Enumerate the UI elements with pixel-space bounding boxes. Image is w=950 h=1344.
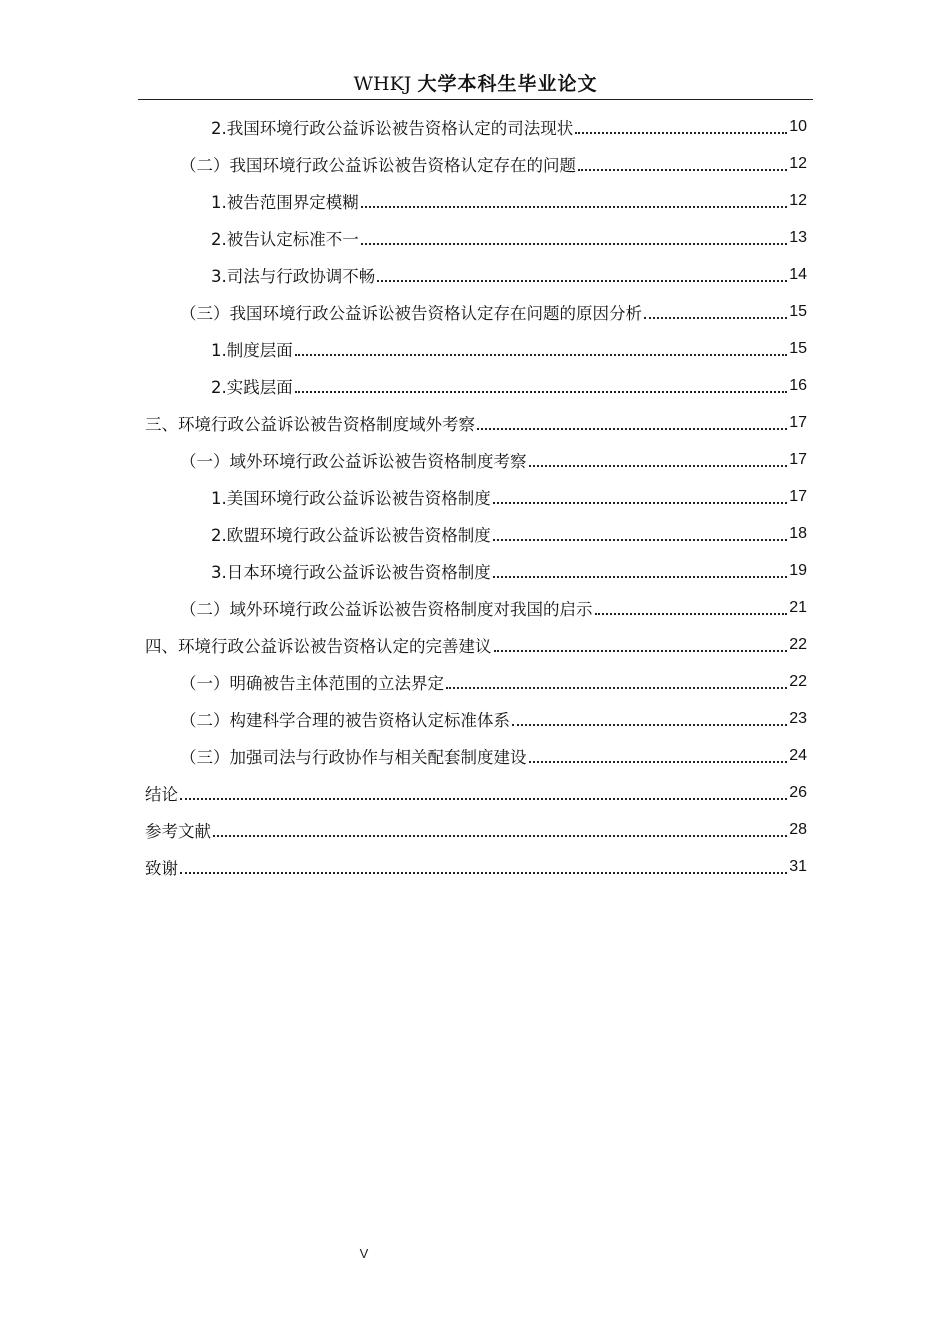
toc-entry-label: 2.实践层面	[211, 377, 293, 397]
toc-dot-leader	[377, 280, 787, 282]
page-number: V	[359, 1246, 369, 1261]
toc-entry[interactable]	[180, 737, 807, 774]
toc-entry-page: 17	[789, 450, 807, 468]
toc-entry-page: 17	[789, 487, 807, 505]
toc-entry[interactable]	[211, 552, 807, 589]
toc-entry-page: 18	[789, 524, 807, 542]
toc-dot-leader	[493, 502, 787, 504]
toc-entry-label: 三、环境行政公益诉讼被告资格制度域外考察	[145, 414, 475, 434]
toc-entry-label: （三）我国环境行政公益诉讼被告资格认定存在问题的原因分析	[180, 303, 642, 323]
toc-entry-label: 1.制度层面	[211, 340, 293, 360]
toc-entry-label: 四、环境行政公益诉讼被告资格认定的完善建议	[145, 636, 492, 656]
toc-entry[interactable]	[211, 219, 807, 256]
toc-entry-page: 15	[789, 302, 807, 320]
toc-entry-label: 2.被告认定标准不一	[211, 229, 359, 249]
toc-dot-leader	[295, 391, 787, 393]
toc-entry-label: 参考文献	[145, 821, 211, 841]
toc-dot-leader	[493, 576, 787, 578]
toc-dot-leader	[295, 354, 787, 356]
toc-entry-page: 24	[789, 746, 807, 764]
toc-dot-leader	[595, 613, 788, 615]
toc-entry-page: 10	[789, 117, 807, 135]
toc-entry-page: 17	[789, 413, 807, 431]
toc-entry-label: 2.我国环境行政公益诉讼被告资格认定的司法现状	[211, 118, 574, 138]
toc-entry[interactable]	[145, 404, 807, 441]
toc-entry-label: （二）构建科学合理的被告资格认定标准体系	[180, 710, 510, 730]
toc-dot-leader	[512, 724, 787, 726]
toc-entry-page: 26	[789, 783, 807, 801]
toc-dot-leader	[529, 761, 788, 763]
toc-entry-page: 16	[789, 376, 807, 394]
toc-entry-label: 致谢	[145, 858, 178, 878]
toc-dot-leader	[213, 835, 787, 837]
toc-entry[interactable]	[180, 293, 807, 330]
toc-entry[interactable]	[211, 367, 807, 404]
toc-entry[interactable]	[145, 811, 807, 848]
toc-entry-label: 2.欧盟环境行政公益诉讼被告资格制度	[211, 525, 491, 545]
toc-dot-leader	[493, 539, 787, 541]
toc-dot-leader	[644, 317, 787, 319]
toc-entry-label: （二）域外环境行政公益诉讼被告资格制度对我国的启示	[180, 599, 593, 619]
toc-dot-leader	[180, 872, 787, 874]
toc-entry-label: 结论	[145, 784, 178, 804]
toc-entry[interactable]	[211, 330, 807, 367]
toc-entry[interactable]	[211, 108, 807, 145]
page-header	[138, 72, 813, 100]
toc-entry-page: 21	[789, 598, 807, 616]
toc-entry[interactable]	[180, 589, 807, 626]
toc-dot-leader	[578, 169, 787, 171]
toc-entry-label: （三）加强司法与行政协作与相关配套制度建设	[180, 747, 527, 767]
toc-entry-page: 15	[789, 339, 807, 357]
header-brand: WHKJ	[353, 73, 412, 95]
toc-entry-label: 3.司法与行政协调不畅	[211, 266, 376, 286]
toc-entry-label: 1.被告范围界定模糊	[211, 192, 359, 212]
toc-entry[interactable]	[180, 663, 807, 700]
toc-entry[interactable]	[180, 700, 807, 737]
toc-entry-page: 28	[789, 820, 807, 838]
toc-dot-leader	[575, 132, 787, 134]
toc-entry-label: （一）明确被告主体范围的立法界定	[180, 673, 444, 693]
toc-dot-leader	[361, 206, 787, 208]
toc-entry-page: 13	[789, 228, 807, 246]
toc-entry-page: 19	[789, 561, 807, 579]
toc-entry[interactable]	[145, 774, 807, 811]
toc-dot-leader	[361, 243, 787, 245]
toc-entry[interactable]	[211, 478, 807, 515]
toc-entry-page: 22	[789, 672, 807, 690]
toc-entry[interactable]	[211, 256, 807, 293]
toc-dot-leader	[446, 687, 787, 689]
toc-entry[interactable]	[145, 626, 807, 663]
toc-entry[interactable]	[145, 848, 807, 885]
toc-entry-page: 12	[789, 154, 807, 172]
toc-entry[interactable]	[211, 515, 807, 552]
toc-dot-leader	[494, 650, 788, 652]
toc-entry-page: 22	[789, 635, 807, 653]
toc-entry[interactable]	[180, 145, 807, 182]
toc-entry-page: 12	[789, 191, 807, 209]
toc-entry[interactable]	[211, 182, 807, 219]
toc-entry[interactable]	[180, 441, 807, 478]
toc-dot-leader	[529, 465, 788, 467]
toc-entry-label: 1.美国环境行政公益诉讼被告资格制度	[211, 488, 491, 508]
toc-entry-label: （一）域外环境行政公益诉讼被告资格制度考察	[180, 451, 527, 471]
toc-entry-page: 14	[789, 265, 807, 283]
header-title: 大学本科生毕业论文	[417, 73, 598, 95]
toc-dot-leader	[477, 428, 787, 430]
toc-entry-page: 31	[789, 857, 807, 875]
toc-dot-leader	[180, 798, 787, 800]
toc-entry-label: 3.日本环境行政公益诉讼被告资格制度	[211, 562, 491, 582]
toc-entry-label: （二）我国环境行政公益诉讼被告资格认定存在的问题	[180, 155, 576, 175]
toc-entry-page: 23	[789, 709, 807, 727]
